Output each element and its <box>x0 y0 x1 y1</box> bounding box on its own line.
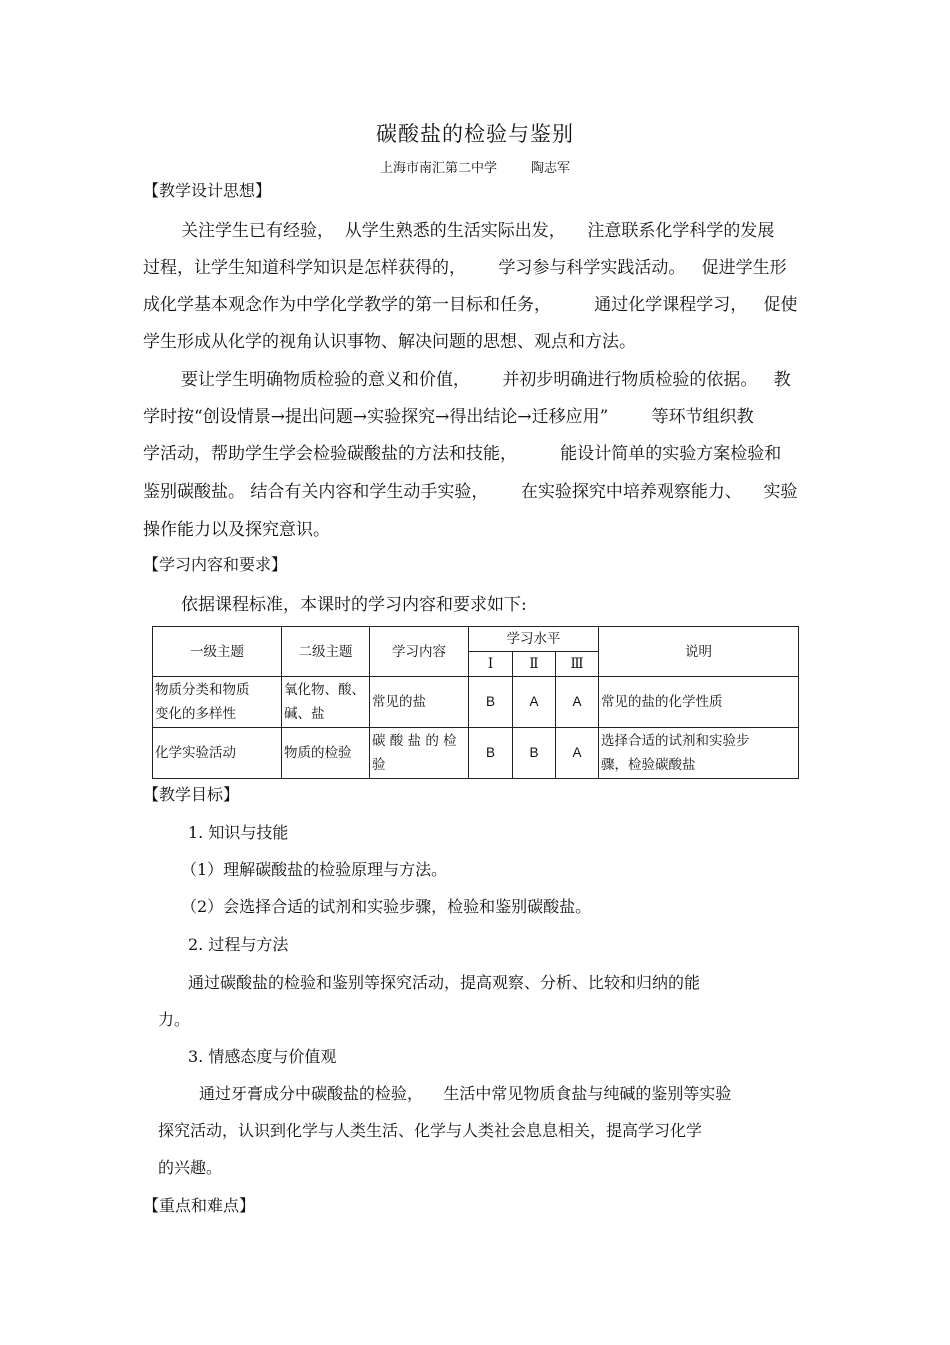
cell-topic1: 化学实验活动 <box>153 728 282 779</box>
paragraph-line: 学时按“创设情景→提出问题→实验探究→得出结论→迁移应用” 等环节组织教 <box>143 407 754 427</box>
cell-level-3: A <box>556 728 599 779</box>
header-learning-level: 学习水平 <box>469 627 599 652</box>
paragraph-line: 关注学生已有经验， 从学生熟悉的生活实际出发， 注意联系化学科学的发展 <box>181 221 775 241</box>
paragraph-line: 学活动，帮助学生学会检验碳酸盐的方法和技能， 能设计简单的实验方案检验和 <box>143 444 782 464</box>
cell-note: 常见的盐的化学性质 <box>599 677 799 728</box>
cell-topic2: 物质的检验 <box>282 728 370 779</box>
table-row <box>153 677 799 728</box>
cell-topic2: 氧化物、酸、 碱、盐 <box>282 677 370 728</box>
table-row <box>153 728 799 779</box>
author-line <box>0 157 950 176</box>
header-level-3: Ⅲ <box>556 652 599 677</box>
goal-knowledge-item: （1）理解碳酸盐的检验原理与方法。 <box>181 860 448 879</box>
school-name: 上海市南汇第二中学 <box>379 161 497 176</box>
section-heading-keypoints: 【重点和难点】 <box>143 1196 256 1215</box>
document-title: 碳酸盐的检验与鉴别 <box>376 122 574 146</box>
paragraph-line: 操作能力以及探究意识。 <box>143 520 330 540</box>
header-level-1: Ⅰ <box>469 652 513 677</box>
paragraph-line: 鉴别碳酸盐。 结合有关内容和学生动手实验， 在实验探究中培养观察能力、 实验 <box>143 482 798 502</box>
paragraph-line: 要让学生明确物质检验的意义和价值， 并初步明确进行物质检验的依据。 教 <box>181 370 791 390</box>
goal-emotion-line: 的兴趣。 <box>158 1158 223 1177</box>
cell-level-1: B <box>469 677 513 728</box>
header-note: 说明 <box>599 627 799 677</box>
cell-level-2: A <box>513 677 556 728</box>
cell-level-2: B <box>513 728 556 779</box>
goal-knowledge-item: （2）会选择合适的试剂和实验步骤，检验和鉴别碳酸盐。 <box>181 897 592 916</box>
learning-requirements-table <box>152 626 799 779</box>
goal-emotion-line: 通过牙膏成分中碳酸盐的检验， 生活中常见物质食盐与纯碱的鉴别等实验 <box>199 1084 732 1103</box>
paragraph-line: 学生形成从化学的视角认识事物、解决问题的思想、观点和方法。 <box>143 332 636 352</box>
section-heading-content: 【学习内容和要求】 <box>143 555 288 574</box>
cell-note: 选择合适的试剂和实验步 骤，检验碳酸盐 <box>599 728 799 779</box>
goal-emotion-title: 3. 情感态度与价值观 <box>188 1047 337 1066</box>
cell-level-1: B <box>469 728 513 779</box>
goal-process-line: 通过碳酸盐的检验和鉴别等探究活动，提高观察、分析、比较和归纳的能 <box>188 973 701 992</box>
header-level1-topic: 一级主题 <box>153 627 282 677</box>
cell-topic1: 物质分类和物质 变化的多样性 <box>153 677 282 728</box>
paragraph-line: 成化学基本观念作为中学化学教学的第一目标和任务， 通过化学课程学习， 促使 <box>143 295 798 315</box>
section-heading-goals: 【教学目标】 <box>143 785 240 804</box>
header-learning-content: 学习内容 <box>370 627 469 677</box>
cell-content: 碳 酸 盐 的 检 验 <box>370 728 469 779</box>
cell-content: 常见的盐 <box>370 677 469 728</box>
goal-process-line: 力。 <box>158 1010 191 1029</box>
table-intro: 依据课程标准，本课时的学习内容和要求如下: <box>181 595 527 615</box>
author-name: 陶志军 <box>531 161 571 176</box>
header-level-2: Ⅱ <box>513 652 556 677</box>
cell-level-3: A <box>556 677 599 728</box>
goal-emotion-line: 探究活动，认识到化学与人类生活、化学与人类社会息息相关，提高学习化学 <box>158 1121 703 1140</box>
goal-knowledge-title: 1. 知识与技能 <box>188 823 289 842</box>
header-level2-topic: 二级主题 <box>282 627 370 677</box>
section-heading-design: 【教学设计思想】 <box>143 181 272 200</box>
paragraph-line: 过程，让学生知道科学知识是怎样获得的， 学习参与科学实践活动。 促进学生形 <box>143 258 787 278</box>
goal-process-title: 2. 过程与方法 <box>188 935 289 954</box>
